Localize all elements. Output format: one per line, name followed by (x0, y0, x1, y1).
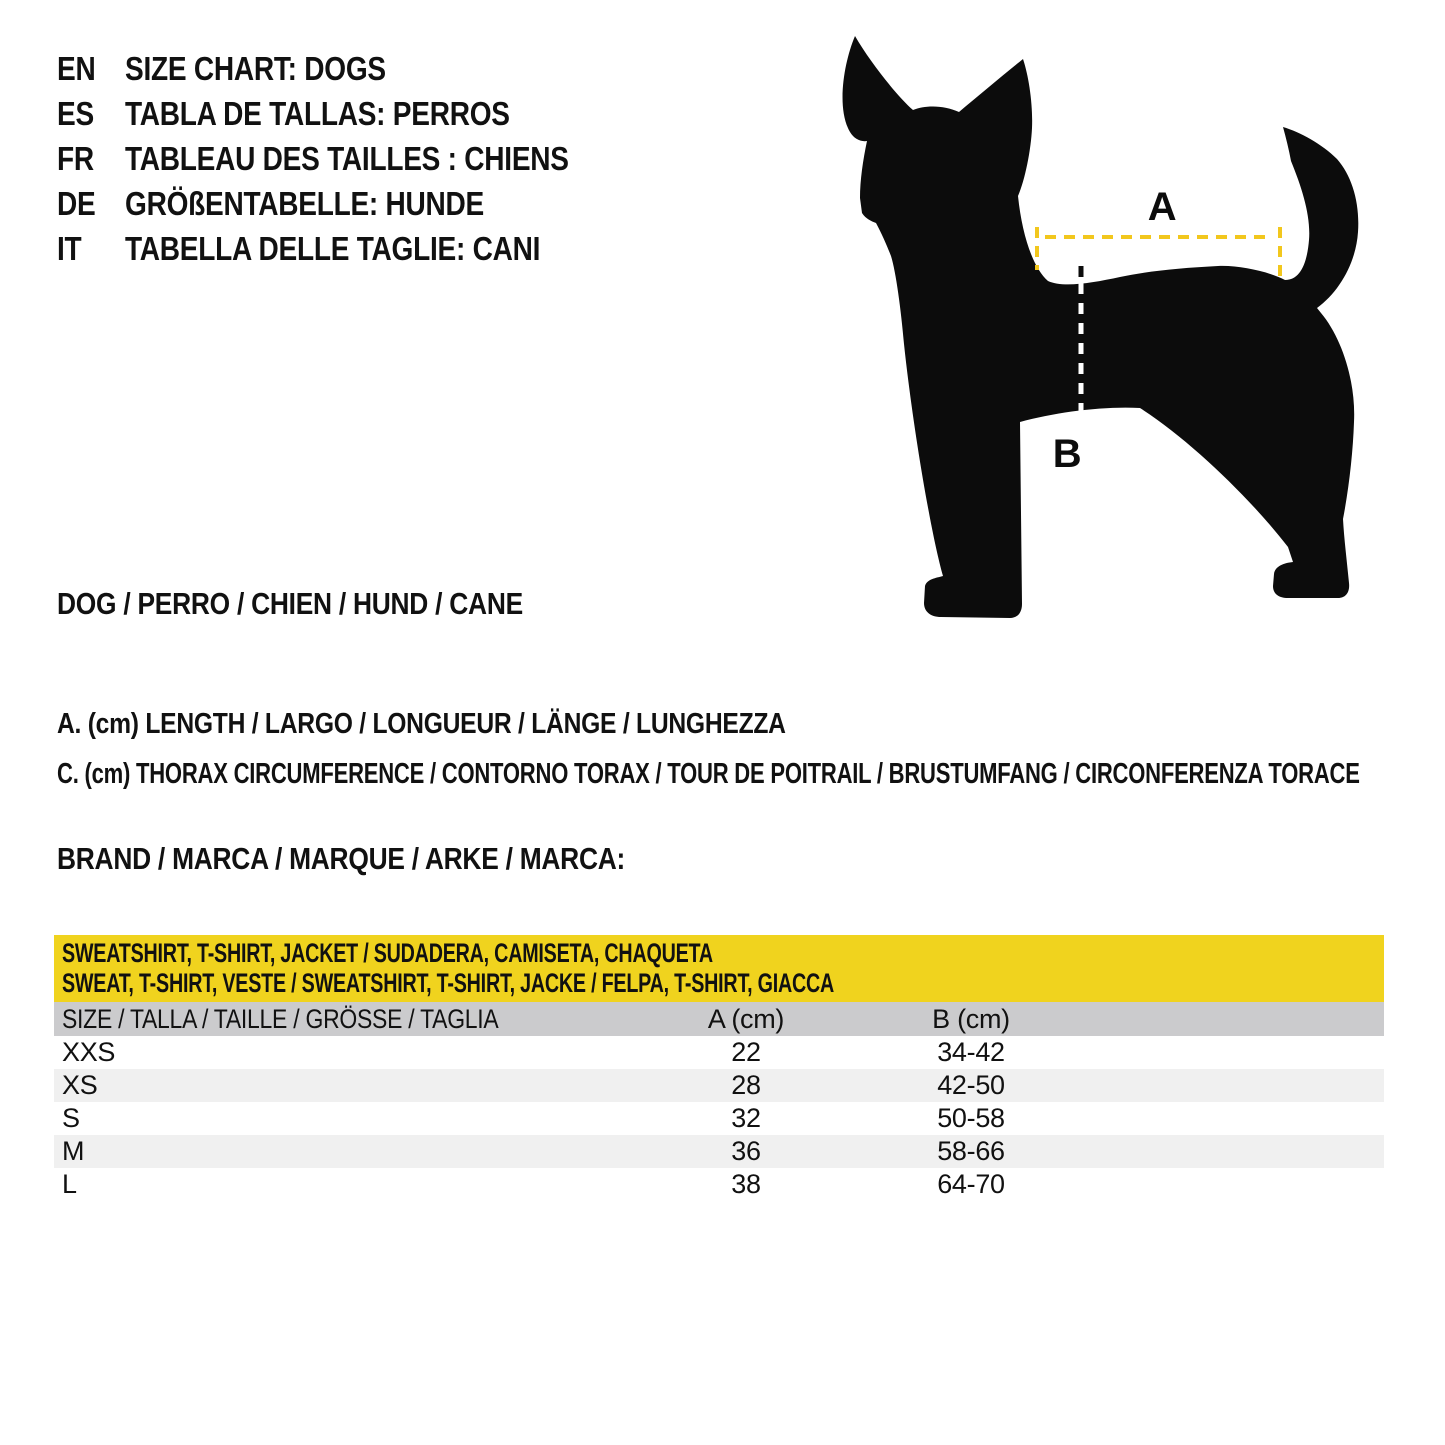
title-row-it (57, 226, 659, 271)
b-cell: 58-66 (937, 1136, 1005, 1166)
measurement-c-description: C. (cm) THORAX CIRCUMFERENCE / CONTORNO TORAX / TOUR DE POITRAIL / BRUSTUMFANG / CIRCONFERENZA TORACE (57, 758, 1360, 790)
size-cell: L (62, 1169, 77, 1199)
language-title-block (57, 46, 659, 271)
size-cell: XS (62, 1070, 98, 1100)
measure-b-label: B (1052, 432, 1082, 476)
language-code: IT (57, 230, 82, 267)
dog-silhouette (843, 36, 1359, 618)
a-cell: 36 (731, 1136, 761, 1166)
garment-type-banner (54, 935, 1384, 1002)
measurement-a-description: A. (cm) LENGTH / LARGO / LONGUEUR / LÄNGE / LUNGHEZZA (57, 708, 786, 740)
page-title-de: GRÖßENTABELLE: HUNDE (125, 185, 485, 222)
a-cell: 28 (731, 1070, 761, 1100)
a-cell: 32 (731, 1103, 761, 1133)
b-cell: 50-58 (937, 1103, 1005, 1133)
column-header-size: SIZE / TALLA / TAILLE / GRÖSSE / TAGLIA (62, 1004, 499, 1034)
size-cell: S (62, 1103, 80, 1133)
garment-type-line-1: SWEATSHIRT, T-SHIRT, JACKET / SUDADERA, CAMISETA, CHAQUETA (62, 938, 713, 968)
title-row-es (57, 91, 659, 136)
brand-caption: BRAND / MARCA / MARQUE / ARKE / MARCA: (57, 841, 626, 876)
table-header-row (54, 1002, 1384, 1036)
size-cell: M (62, 1136, 85, 1166)
table-row (54, 1102, 1384, 1135)
language-code: EN (57, 50, 96, 87)
a-cell: 38 (731, 1169, 761, 1199)
table-row (54, 1036, 1384, 1069)
b-cell: 42-50 (937, 1070, 1005, 1100)
a-cell: 22 (731, 1037, 761, 1067)
measure-a-label: A (1147, 185, 1177, 229)
page-title-es: TABLA DE TALLAS: PERROS (125, 95, 510, 132)
column-header-a: A (cm) (707, 1004, 785, 1034)
size-table (54, 935, 1384, 1201)
dog-silhouette-diagram (820, 20, 1420, 660)
language-code: FR (57, 140, 94, 177)
page-title: SIZE CHART: DOGS (125, 50, 386, 87)
table-row (54, 1168, 1384, 1201)
b-cell: 34-42 (937, 1037, 1005, 1067)
animal-caption: DOG / PERRO / CHIEN / HUND / CANE (57, 586, 523, 621)
garment-type-line-2: SWEAT, T-SHIRT, VESTE / SWEATSHIRT, T-SHIRT, JACKE / FELPA, T-SHIRT, GIACCA (62, 968, 835, 998)
page-title-fr: TABLEAU DES TAILLES : CHIENS (125, 140, 569, 177)
language-code: ES (57, 95, 94, 132)
column-header-b: B (cm) (932, 1004, 1010, 1034)
page-title-it: TABELLA DELLE TAGLIE: CANI (125, 230, 541, 267)
size-cell: XXS (62, 1037, 116, 1067)
title-row-en (57, 46, 659, 91)
table-row (54, 1069, 1384, 1102)
title-row-de (57, 181, 659, 226)
title-row-fr (57, 136, 659, 181)
b-cell: 64-70 (937, 1169, 1005, 1199)
language-code: DE (57, 185, 96, 222)
table-row (54, 1135, 1384, 1168)
